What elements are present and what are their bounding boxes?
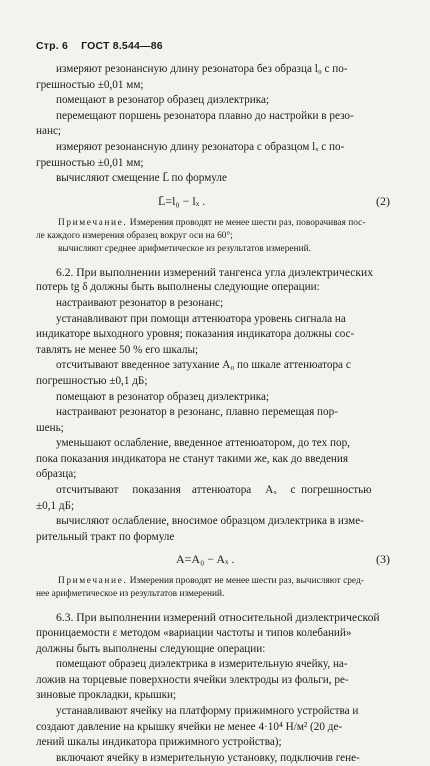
text-line: ложив на торцевые поверхности ячейки электроды из фольги, ре- bbox=[36, 673, 349, 686]
note-line: ле каждого измерения образец вокруг оси на 60°; bbox=[36, 230, 233, 241]
text-line: погрешностью ±0,1 дБ; bbox=[36, 374, 148, 387]
formula-3 bbox=[36, 549, 390, 569]
text-line: индикаторе выходного уровня; показания индикатора должны сос- bbox=[36, 328, 355, 341]
text-line: уменьшают ослабление, введенное аттенюатором, до тех пор, bbox=[56, 437, 350, 450]
text-line: проницаемости ε методом «вариации частоты и типов колебаний» bbox=[36, 627, 352, 640]
text-line: устанавливают ячейку на платформу прижимного устройства и bbox=[56, 705, 359, 717]
text-line: помещают образец диэлектрика в измерительную ячейку, на- bbox=[56, 658, 348, 671]
text-line: устанавливают при помощи аттенюатора уровень сигнала на bbox=[56, 312, 346, 325]
note-1 bbox=[36, 217, 390, 230]
text-line: образца; bbox=[36, 468, 77, 481]
note-label: Примечание. bbox=[58, 576, 128, 587]
text-line: зиновые прокладки, крышки; bbox=[36, 689, 177, 702]
section-6-2-heading: 6.2. При выполнении измерений тангенса угла диэлектрических bbox=[56, 265, 374, 279]
formula-expression: A=A₀ − Aₓ . bbox=[176, 552, 235, 567]
note-text: Измерения проводят не менее шести раз, вычисляют сред- bbox=[129, 576, 364, 587]
note-text: Измерения проводят не менее шести раз, поворачивая пос- bbox=[129, 217, 366, 228]
text-line: отсчитывают введенное затухание A₀ по шкале аттенюатора с bbox=[56, 359, 351, 372]
text-line: помещают в резонатор образец диэлектрика; bbox=[56, 390, 270, 403]
text-line: грешностью ±0,01 мм; bbox=[36, 156, 144, 169]
page-header bbox=[36, 40, 173, 52]
note-line: вычисляют среднее арифметическое из результатов измерений. bbox=[58, 243, 311, 254]
formula-expression: L̄=l₀ − lₓ . bbox=[158, 193, 206, 208]
text-line: потерь tg δ должны быть выполнены следующие операции: bbox=[36, 281, 320, 294]
text-line: рительный тракт по формуле bbox=[36, 530, 175, 543]
text-line: шень; bbox=[36, 421, 64, 434]
standard-code: ГОСТ 8.544—86 bbox=[81, 40, 163, 52]
text-line: помещают в резонатор образец диэлектрика; bbox=[56, 94, 270, 107]
text-line: измеряют резонансную длину резонатора с образцом lₓ с по- bbox=[56, 140, 345, 153]
note-line: нее арифметическое из результатов измерений. bbox=[36, 589, 225, 600]
text-line: вычисляют ослабление, вносимое образцом диэлектрика в изме- bbox=[56, 515, 364, 528]
formula-number: (2) bbox=[376, 193, 390, 208]
page-number: Стр. 6 bbox=[36, 40, 69, 52]
note-2 bbox=[36, 575, 390, 588]
text-line: тавлять не менее 50 % его шкалы; bbox=[36, 343, 199, 356]
formula-number: (3) bbox=[376, 552, 390, 567]
text-line: перемещают поршень резонатора плавно до настройки в резо- bbox=[56, 109, 354, 122]
text-line: настраивают резонатор в резонанс; bbox=[56, 296, 224, 309]
text-line: должны быть выполнены следующие операции: bbox=[36, 642, 266, 655]
note-label: Примечание. bbox=[58, 217, 128, 228]
text-line: пока показания индикатора не станут такими же, как до введения bbox=[36, 452, 349, 465]
text-line: создают давление на крышку ячейки не менее 4·10⁴ Н/м² (20 де- bbox=[36, 720, 343, 733]
text-line: грешностью ±0,01 мм; bbox=[36, 78, 144, 91]
text-line: включают ячейку в измерительную установку, подключив гене- bbox=[56, 751, 360, 764]
text-line: отсчитывают показания аттенюатора Aₓ с погрешностью bbox=[56, 484, 372, 497]
text-line: лений шкалы индикатора прижимного устройства); bbox=[36, 736, 282, 749]
text-line: нанс; bbox=[36, 125, 62, 138]
document-body bbox=[36, 62, 390, 766]
section-6-3-heading: 6.3. При выполнении измерений относительной диэлектрической bbox=[56, 611, 380, 625]
text-line: ±0,1 дБ; bbox=[36, 499, 75, 512]
text-line: измеряют резонансную длину резонатора без образца l₀ с по- bbox=[56, 63, 348, 75]
formula-2 bbox=[36, 191, 390, 211]
text-line: вычисляют смещение L̄ по формуле bbox=[56, 172, 227, 185]
text-line: настраивают резонатор в резонанс, плавно перемещая пор- bbox=[56, 406, 338, 419]
